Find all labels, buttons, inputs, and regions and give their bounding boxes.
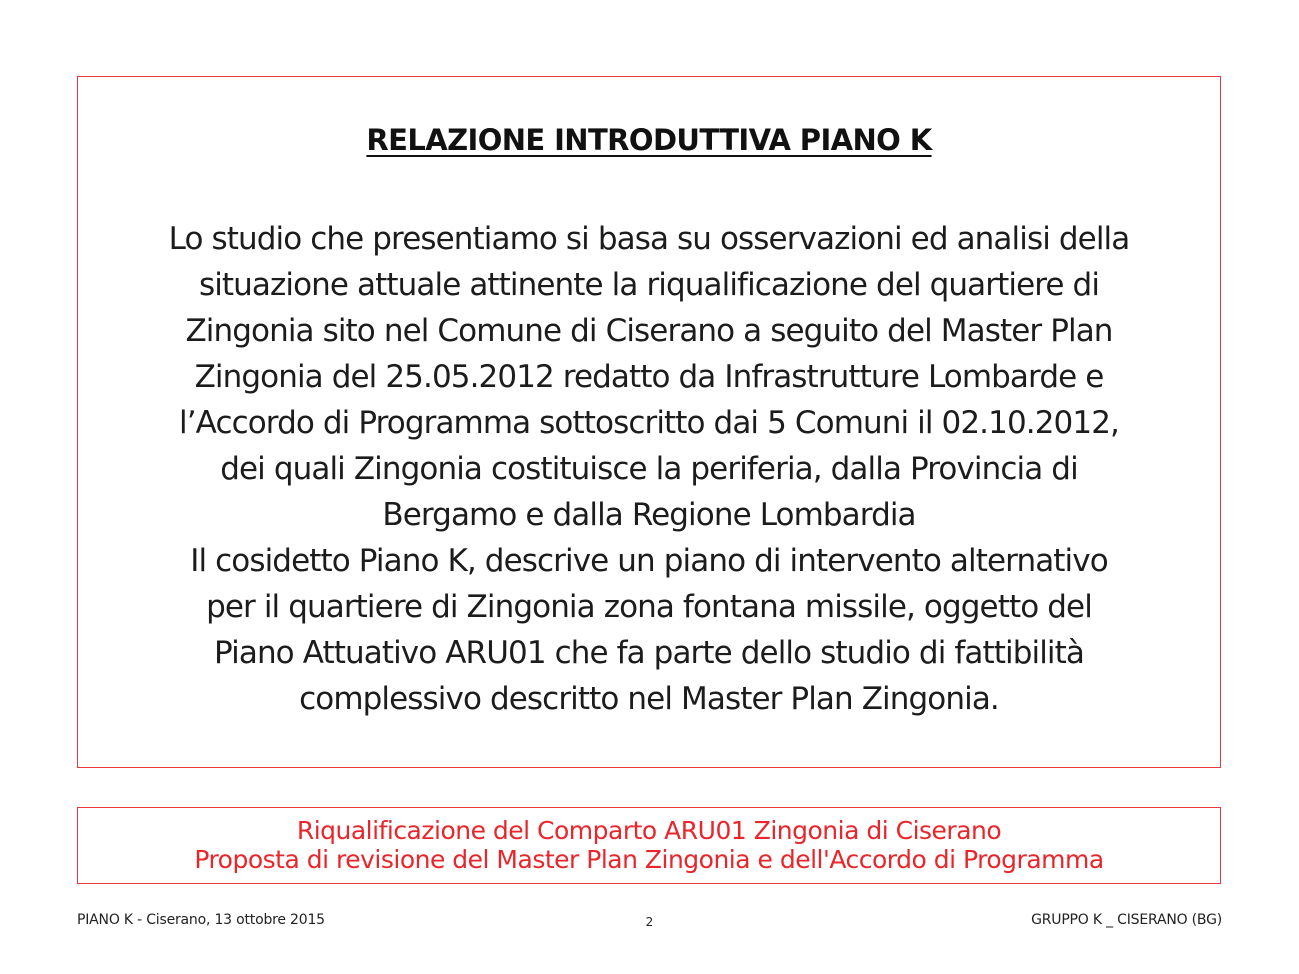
page-title: RELAZIONE INTRODUTTIVA PIANO K [366,123,932,157]
body-line: Zingonia del 25.05.2012 redatto da Infrastrutture Lombarde e [194,359,1104,395]
body-line: complessivo descritto nel Master Plan Zingonia. [299,681,999,717]
body-paragraph [78,216,1220,722]
body-line: Il cosidetto Piano K, descrive un piano di intervento alternativo [190,543,1108,579]
body-line: Zingonia sito nel Comune di Ciserano a seguito del Master Plan [185,313,1113,349]
body-line: Lo studio che presentiamo si basa su osservazioni ed analisi della [168,221,1130,257]
body-line: situazione attuale attinente la riqualificazione del quartiere di [198,267,1100,303]
body-line: per il quartiere di Zingonia zona fontana missile, oggetto del [206,589,1092,625]
body-line: Bergamo e dalla Regione Lombardia [382,497,916,533]
body-line: Piano Attuativo ARU01 che fa parte dello studio di fattibilità [214,635,1084,671]
footer-left-text: PIANO K - Ciserano, 13 ottobre 2015 [77,912,325,928]
body-line: l’Accordo di Programma sottoscritto dai 5 Comuni il 02.10.2012, [179,405,1119,441]
footer-right-text: GRUPPO K _ CISERANO (BG) [1031,912,1222,928]
caption-line-1: Riqualificazione del Comparto ARU01 Zingonia di Ciserano [296,816,1002,845]
project-caption-box [77,807,1221,884]
page-number: 2 [645,915,654,929]
body-line: dei quali Zingonia costituisce la periferia, dalla Provincia di [220,451,1078,487]
caption-line-2: Proposta di revisione del Master Plan Zingonia e dell'Accordo di Programma [194,845,1104,874]
main-content-box [77,76,1221,768]
